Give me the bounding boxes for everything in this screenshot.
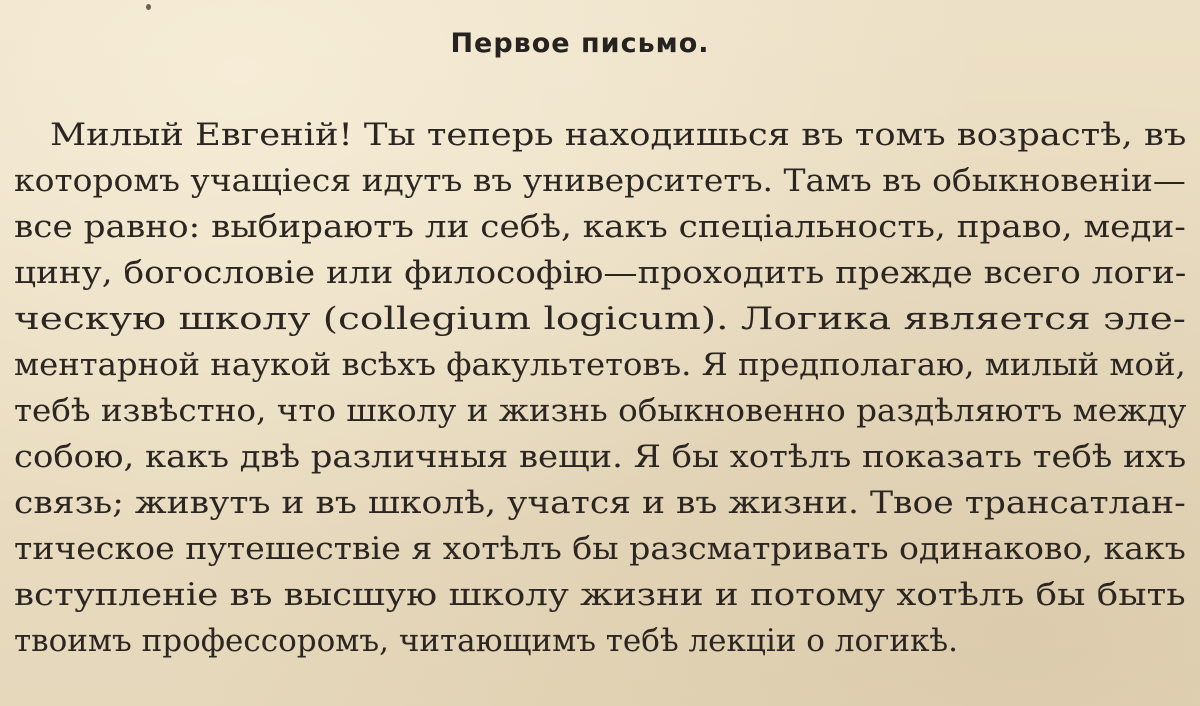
text-line: которомъ учащіеся идутъ въ университетъ. Тамъ въ обыкновеніи—: [14, 163, 1186, 199]
text-line: тебѣ извѣстно, что школу и жизнь обыкновенно раздѣляютъ между: [14, 393, 1187, 429]
text-line: цину, богословіе или философію—проходить прежде всего логи-: [14, 255, 1187, 291]
text-line: все равно: выбираютъ ли себѣ, какъ спеціальность, право, меди-: [14, 209, 1186, 245]
text-line: Милый Евгеній! Ты теперь находишься въ томъ возрастѣ, въ: [50, 117, 1187, 153]
text-line: связь; живутъ и въ школѣ, учатся и въ жизни. Твое трансатлан-: [14, 485, 1186, 521]
text-line: тическое путешествіе я хотѣлъ бы разсматривать одинаково, какъ: [14, 531, 1186, 567]
ink-speck: [146, 4, 151, 10]
text-line: ментарной наукой всѣхъ факультетовъ. Я предполагаю, милый мой,: [14, 347, 1186, 383]
text-line: собою, какъ двѣ различныя вещи. Я бы хотѣлъ показать тебѣ ихъ: [14, 439, 1187, 475]
text-line: вступленіе въ высшую школу жизни и потому хотѣлъ бы быть: [14, 577, 1186, 613]
text-line: твоимъ профессоромъ, читающимъ тебѣ лекціи о логикѣ.: [14, 623, 958, 659]
chapter-title: Первое письмо.: [450, 28, 710, 59]
text-line: ческую школу (collegium logicum). Логика является эле-: [14, 301, 1186, 337]
